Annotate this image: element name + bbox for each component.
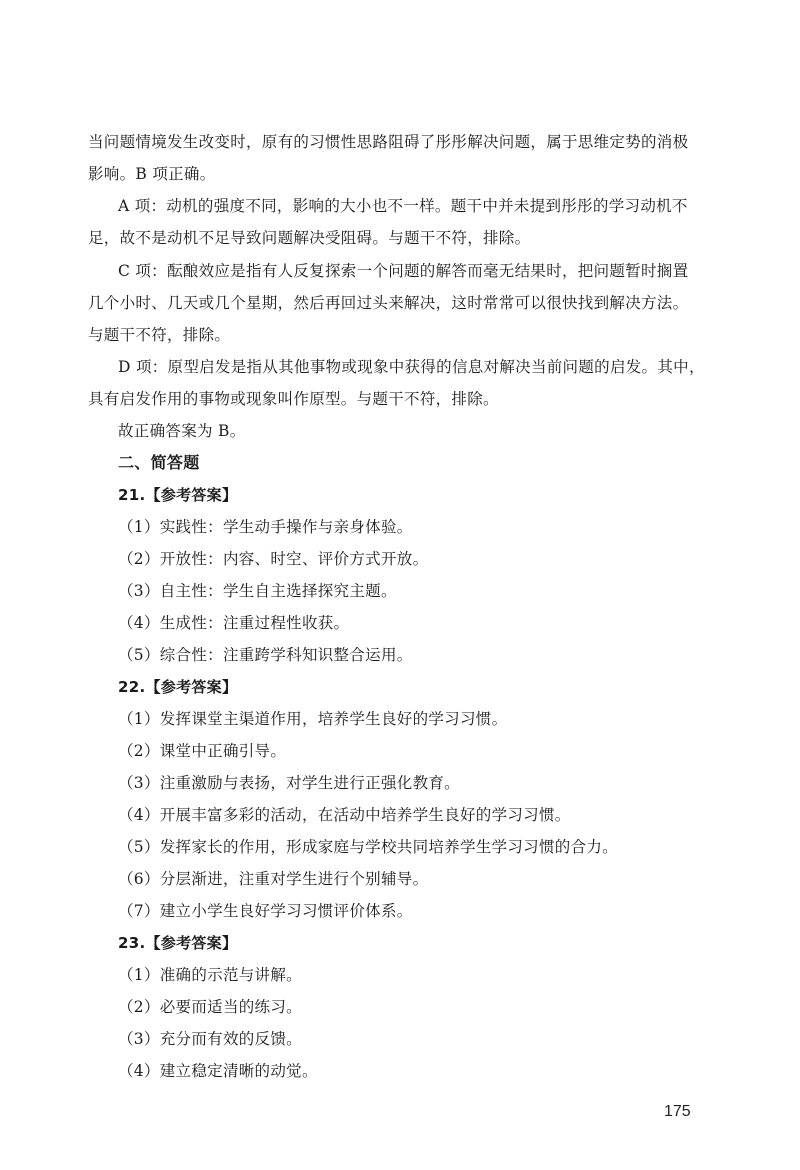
option-a-line: 足，故不是动机不足导致问题解决受阻碍。与题干不符，排除。: [88, 229, 531, 247]
option-a-line: A 项：动机的强度不同，影响的大小也不一样。题干中并未提到彤彤的学习动机不: [118, 197, 688, 215]
option-c-line: 几个小时、几天或几个星期，然后再回过头来解决，这时常常可以很快找到解决方法。: [88, 294, 689, 312]
page-number: 175: [664, 1103, 691, 1120]
q22-item: （4）开展丰富多彩的活动，在活动中培养学生良好的学习习惯。: [118, 806, 571, 824]
paragraph-line: 影响。B 项正确。: [88, 165, 216, 183]
q21-item: （4）生成性：注重过程性收获。: [118, 614, 350, 632]
q23-item: （4）建立稳定清晰的动觉。: [118, 1062, 318, 1080]
q22-item: （5）发挥家长的作用，形成家庭与学校共同培养学生学习习惯的合力。: [118, 838, 618, 856]
question-22-label: 22.【参考答案】: [118, 678, 238, 696]
q22-item: （6）分层渐进，注重对学生进行个别辅导。: [118, 870, 429, 888]
option-c-line: 与题干不符，排除。: [88, 326, 231, 344]
q21-item: （5）综合性：注重跨学科知识整合运用。: [118, 646, 413, 664]
q22-item: （3）注重激励与表扬，对学生进行正强化教育。: [118, 774, 460, 792]
paragraph-line: 当问题情境发生改变时，原有的习惯性思路阻碍了彤彤解决问题，属于思维定势的消极: [88, 133, 689, 151]
q23-item: （1）准确的示范与讲解。: [118, 966, 302, 984]
section-title: 二、简答题: [118, 453, 200, 472]
option-d-line: 具有启发作用的事物或现象叫作原型。与题干不符，排除。: [88, 390, 499, 408]
q22-item: （7）建立小学生良好学习习惯评价体系。: [118, 902, 413, 920]
q22-item: （2）课堂中正确引导。: [118, 742, 287, 760]
q23-item: （3）充分而有效的反馈。: [118, 1030, 302, 1048]
conclusion-line: 故正确答案为 B。: [118, 422, 246, 440]
question-23-label: 23.【参考答案】: [118, 934, 238, 952]
question-21-label: 21.【参考答案】: [118, 486, 238, 504]
option-c-line: C 项：酝酿效应是指有人反复探索一个问题的解答而毫无结果时，把问题暂时搁置: [118, 262, 689, 280]
q23-item: （2）必要而适当的练习。: [118, 998, 302, 1016]
q21-item: （3）自主性：学生自主选择探究主题。: [118, 582, 397, 600]
q21-item: （2）开放性：内容、时空、评价方式开放。: [118, 550, 429, 568]
q21-item: （1）实践性：学生动手操作与亲身体验。: [118, 518, 413, 536]
option-d-line: D 项：原型启发是指从其他事物或现象中获得的信息对解决当前问题的启发。其中，: [118, 358, 705, 376]
q22-item: （1）发挥课堂主渠道作用，培养学生良好的学习习惯。: [118, 710, 508, 728]
